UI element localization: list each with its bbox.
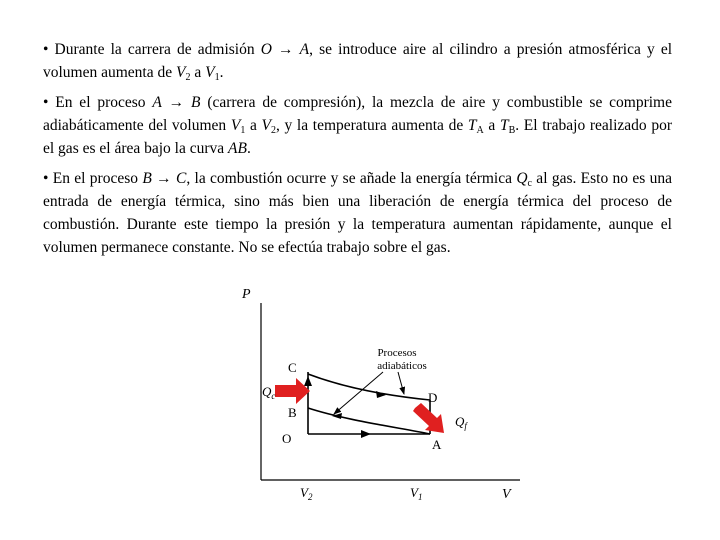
p1-v: V (176, 64, 186, 81)
process-b-c-arrow (304, 376, 312, 386)
tick-label-v2: $V_2$ (300, 485, 313, 502)
p2-text-e: (carrera de compresión), la mezcla de aire y combustible se comprime adiabáticamente del volumen (43, 94, 672, 134)
annotation-line-1: Procesos (377, 347, 417, 359)
p2-text-h: a (245, 117, 262, 134)
p1-text-h: a (190, 64, 206, 81)
p3-text-h: al gas. Esto no es una entrada de energía térmica, sino más bien una liberación de energía térmica del proceso de combustión. Durante este tiempo la presión y la temperatura aumentan rápidamente, aunque el volumen permanece constante. No se efectúa trabajo sobre el gas. (43, 170, 673, 256)
p2-text-n: a (483, 117, 500, 134)
heat-out-arrow (413, 403, 444, 433)
process-c-d-curve (308, 374, 430, 400)
p2-v1: V (230, 117, 241, 134)
annotation-line-2: adiabáticos (377, 360, 427, 372)
p1-period: . (219, 64, 224, 81)
p2-v2-sub: 2 (270, 125, 276, 136)
point-label-o: O (282, 431, 292, 446)
p1-arrow: → (271, 41, 300, 58)
p2-arrow: → (161, 94, 192, 111)
process-c-d-arrow (376, 391, 386, 398)
p2-text-k: , y la temperatura aumenta de (275, 117, 468, 134)
p2-tb-sub: B (508, 125, 516, 136)
p1-point-a: A (299, 41, 310, 58)
p2-v2: V (261, 117, 271, 134)
label-qf: $Q_f$ (455, 414, 467, 431)
p2-text-a: • En el proceso (43, 94, 153, 111)
p1-v-sub-1: 1 (214, 72, 220, 83)
p2-point-a: A (152, 94, 162, 111)
axis-label-v: V (502, 487, 511, 502)
axis-label-p: P (242, 287, 251, 302)
p2-point-b: B (191, 94, 201, 111)
process-a-b-curve (308, 408, 430, 434)
p3-arrow: → (151, 170, 176, 187)
p1-text-a: • Durante la carrera de admisión (43, 41, 261, 58)
label-qc: $Q_c$ (262, 384, 276, 401)
p1-v1: V (205, 64, 215, 81)
point-label-c: C (288, 360, 297, 375)
process-a-b-arrow (332, 413, 342, 419)
p3-qc: Q (516, 170, 528, 187)
p3-qc-sub: c (527, 178, 532, 189)
p3-text-a: • En el proceso (43, 170, 143, 187)
p3-point-c: C (175, 170, 187, 187)
point-label-d: D (428, 390, 438, 405)
p2-curve-ab: AB (228, 140, 247, 157)
p1-v-sub-2: 2 (185, 72, 191, 83)
p2-ta-sub: A (476, 125, 484, 136)
p2-tb: T (499, 117, 509, 134)
p3-point-b: B (142, 170, 152, 187)
p2-text-q: . El trabajo realizado por el gas es el área bajo la curva (43, 117, 672, 157)
point-label-b: B (288, 405, 297, 420)
annotation-pointer-2 (398, 372, 404, 394)
tick-label-v1: $V_1$ (410, 485, 423, 502)
p2-period: . (246, 140, 251, 157)
heat-in-arrow (275, 378, 310, 404)
p1-text-e: , se introduce aire al cilindro a presión atmosférica y el volumen aumenta de (43, 41, 673, 81)
p2-v1-sub: 1 (240, 125, 246, 136)
process-o-a-arrow (361, 430, 371, 438)
p2-ta: T (467, 117, 477, 134)
p3-text-e: , la combustión ocurre y se añade la energía térmica (186, 170, 517, 187)
p1-point-o: O (260, 41, 272, 58)
point-label-a: A (432, 437, 442, 452)
